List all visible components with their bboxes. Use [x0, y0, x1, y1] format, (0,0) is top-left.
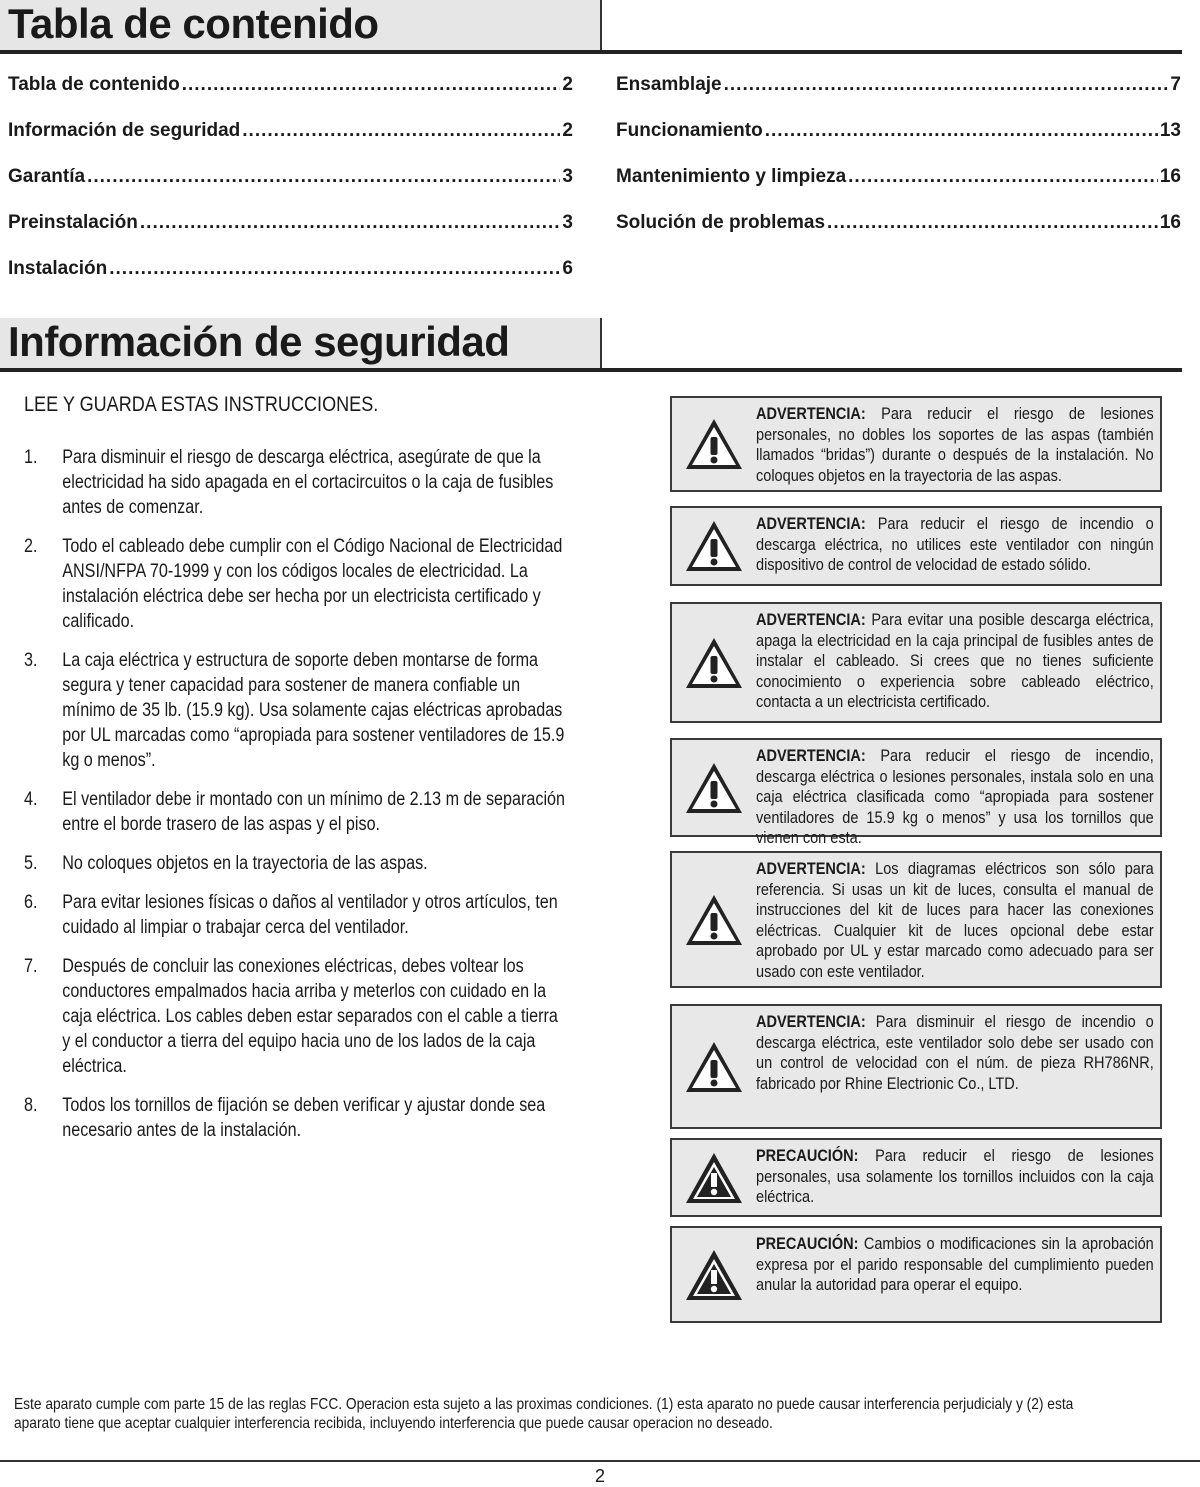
- toc-leader-dots: [765, 120, 1158, 142]
- toc-entry-label: Ensamblaje: [616, 74, 722, 95]
- safety-instructions-list: [24, 445, 568, 1157]
- toc-leader-dots: [724, 74, 1169, 96]
- instruction-item: [24, 648, 568, 773]
- warning-label: ADVERTENCIA:: [756, 747, 866, 765]
- toc-entry-label: Información de seguridad: [8, 120, 241, 141]
- toc-entry-page: 3: [562, 212, 573, 233]
- toc-leader-dots: [848, 166, 1158, 188]
- warning-body: Para reducir el riesgo de lesiones personales, no dobles los soportes de las aspas (también llamados “bridas”) durante o después de la instalación. No coloques objetos en la trayectoria de las aspas.: [756, 405, 1154, 485]
- footer-divider: [0, 1460, 1200, 1462]
- instruction-item: [24, 1093, 568, 1143]
- toc-entry-page: 16: [1159, 212, 1181, 233]
- warning-body: Para reducir el riesgo de incendio o descarga eléctrica, no utilices este ventilador con ningún dispositivo de control de velocidad de estado sólido.: [756, 515, 1154, 574]
- instruction-item: [24, 890, 568, 940]
- instruction-number: 3.: [24, 650, 38, 671]
- instruction-number: 6.: [24, 892, 38, 913]
- toc-leader-dots: [827, 212, 1158, 234]
- warning-box: [670, 602, 1162, 723]
- warning-triangle-icon: [684, 761, 744, 815]
- warning-box: [670, 396, 1162, 492]
- toc-entry[interactable]: [8, 212, 573, 258]
- instruction-text: Todo el cableado debe cumplir con el Código Nacional de Electricidad ANSI/NFPA 70-1999 y con los códigos locales de electricidad. La instalación eléctrica debe ser hecha por un electricista certificado y calificado.: [62, 536, 563, 632]
- caution-box: [670, 1138, 1162, 1217]
- warning-triangle-icon: [684, 1040, 744, 1094]
- instruction-number: 5.: [24, 853, 38, 874]
- warning-triangle-icon: [684, 519, 744, 573]
- toc-entry-label: Preinstalación: [8, 212, 138, 233]
- instruction-text: No coloques objetos en la trayectoria de las aspas.: [62, 853, 428, 874]
- fcc-notice: Este aparato cumple com parte 15 de las reglas FCC. Operacion esta sujeto a las proximas condiciones. (1) esta aparato no puede causar interferencia perjudicialy y (2) esta aparato tiene que aceptar cualquier interferencia recibida, incluyendo interferencia que puede causar operacion no deseado.: [14, 1396, 1074, 1432]
- caution-box: [670, 1226, 1162, 1323]
- warning-triangle-icon: [684, 417, 744, 471]
- toc-entry-label: Funcionamiento: [616, 120, 763, 141]
- warning-text: [756, 746, 1154, 849]
- toc-entry-page: 6: [562, 258, 573, 279]
- instruction-number: 8.: [24, 1095, 38, 1116]
- toc-leader-dots: [182, 74, 561, 96]
- toc-leader-dots: [87, 166, 560, 188]
- warning-triangle-icon: [684, 893, 744, 947]
- warning-label: ADVERTENCIA:: [756, 860, 866, 878]
- instruction-item: [24, 851, 568, 876]
- toc-entry[interactable]: [616, 120, 1181, 166]
- safety-section-header: [0, 318, 1182, 372]
- read-save-instructions-heading: LEE Y GUARDA ESTAS INSTRUCCIONES.: [24, 393, 379, 416]
- warning-box: [670, 1004, 1162, 1129]
- toc-entry-page: 3: [562, 166, 573, 187]
- toc-entry[interactable]: [8, 166, 573, 212]
- instruction-text: Para evitar lesiones físicas o daños al ventilador y otros artículos, ten cuidado al limpiar o trabajar cerca del ventilador.: [62, 892, 558, 938]
- toc-leader-dots: [242, 120, 560, 142]
- warning-text: [756, 610, 1154, 713]
- toc-entry-label: Mantenimiento y limpieza: [616, 166, 847, 187]
- warning-body: Cambios o modificaciones sin la aprobación expresa por el parido responsable del cumplimiento pueden anular la autoridad para operar el equipo.: [756, 1235, 1154, 1294]
- warning-body: Los diagramas eléctricos son sólo para referencia. Si usas un kit de luces, consulta el manual de instrucciones del kit de luces para hacer las conexiones eléctricas. Cualquier kit de luces opcional debe estar aprobado por UL y estar marcado como adecuado para ser usado con este ventilador.: [756, 860, 1154, 981]
- caution-triangle-icon: [684, 1151, 744, 1205]
- toc-entry[interactable]: [8, 120, 573, 166]
- toc-leader-dots: [109, 258, 560, 280]
- toc-entry-page: 2: [562, 120, 573, 141]
- toc-entry[interactable]: [616, 212, 1181, 258]
- safety-title: Información de seguridad: [8, 318, 510, 365]
- warning-text: [756, 404, 1154, 486]
- instruction-number: 7.: [24, 956, 38, 977]
- warning-text: [756, 1012, 1154, 1094]
- warning-box: [670, 506, 1162, 586]
- toc-entry-label: Instalación: [8, 258, 108, 279]
- instruction-item: [24, 534, 568, 634]
- instruction-item: [24, 787, 568, 837]
- toc-entry-page: 2: [562, 74, 573, 95]
- instruction-item: [24, 445, 568, 520]
- warning-body: Para reducir el riesgo de incendio, descarga eléctrica o lesiones personales, instala solo en una caja eléctrica clasificada como “apropiada para sostener ventiladores de 15.9 kg o menos” y usa los tornillos que vienen con esta.: [756, 747, 1154, 847]
- warning-box: [670, 738, 1162, 847]
- warning-text: [756, 514, 1154, 576]
- instruction-number: 1.: [24, 447, 38, 468]
- warning-label: ADVERTENCIA:: [756, 515, 866, 533]
- instruction-number: 2.: [24, 536, 38, 557]
- instruction-text: Todos los tornillos de fijación se deben verificar y ajustar donde sea necesario antes de la instalación.: [62, 1095, 546, 1141]
- toc-left-column: [8, 74, 573, 304]
- toc-section-header: [0, 0, 1182, 54]
- warning-text: [756, 1234, 1154, 1296]
- toc-entry-page: 13: [1159, 120, 1181, 141]
- warning-label: ADVERTENCIA:: [756, 405, 866, 423]
- toc-leader-dots: [140, 212, 561, 234]
- caution-triangle-icon: [684, 1248, 744, 1302]
- instruction-text: Para disminuir el riesgo de descarga eléctrica, asegúrate de que la electricidad ha sido apagada en el cortacircuitos o la caja de fusibles antes de comenzar.: [62, 447, 554, 518]
- warning-box: [670, 851, 1162, 988]
- warning-triangle-icon: [684, 636, 744, 690]
- toc-title: Tabla de contenido: [8, 0, 379, 47]
- warning-body: Para evitar una posible descarga eléctrica, apaga la electricidad en la caja principal de fusibles antes de instalar el cableado. Si crees que no tienes suficiente conocimiento o experiencia sobre cableado eléctrico, contacta a un electricista certificado.: [756, 611, 1154, 711]
- warning-label: ADVERTENCIA:: [756, 611, 866, 629]
- toc-entry[interactable]: [616, 166, 1181, 212]
- warning-label: ADVERTENCIA:: [756, 1013, 866, 1031]
- instruction-item: [24, 954, 568, 1079]
- instruction-text: Después de concluir las conexiones eléctricas, debes voltear los conductores empalmados hacia arriba y meterlos con cuidado en la caja eléctrica. Los cables deben estar separados con el cable a tierra y el conductor a tierra del equipo hacia uno de los lados de la caja eléctrica.: [62, 956, 558, 1077]
- toc-entry[interactable]: [8, 258, 573, 304]
- instruction-text: La caja eléctrica y estructura de soporte deben montarse de forma segura y tener capacidad para sostener de manera confiable un mínimo de 35 lb. (15.9 kg). Usa solamente cajas eléctricas aprobadas por UL marcadas como “apropiada para sostener ventiladores de 15.9 kg o menos”.: [62, 650, 565, 771]
- toc-entry-page: 7: [1170, 74, 1181, 95]
- instruction-text: El ventilador debe ir montado con un mínimo de 2.13 m de separación entre el borde trasero de las aspas y el piso.: [62, 789, 565, 835]
- warning-label: PRECAUCIÓN:: [756, 1147, 859, 1165]
- toc-entry-label: Tabla de contenido: [8, 74, 180, 95]
- warning-body: Para disminuir el riesgo de incendio o descarga eléctrica, este ventilador solo debe ser usado con un control de velocidad con el núm. de pieza RH786NR, fabricado por Rhine Electrionic Co., LTD.: [756, 1013, 1154, 1093]
- toc-right-column: [616, 74, 1181, 258]
- instruction-number: 4.: [24, 789, 38, 810]
- warning-label: PRECAUCIÓN:: [756, 1235, 859, 1253]
- toc-entry[interactable]: [616, 74, 1181, 120]
- page-number: 2: [594, 1466, 605, 1486]
- toc-entry[interactable]: [8, 74, 573, 120]
- warning-text: [756, 1146, 1154, 1208]
- toc-entry-page: 16: [1159, 166, 1181, 187]
- warning-body: Para reducir el riesgo de lesiones personales, usa solamente los tornillos incluidos con la caja eléctrica.: [756, 1147, 1154, 1206]
- toc-entry-label: Garantía: [8, 166, 86, 187]
- toc-entry-label: Solución de problemas: [616, 212, 826, 233]
- warning-text: [756, 859, 1154, 982]
